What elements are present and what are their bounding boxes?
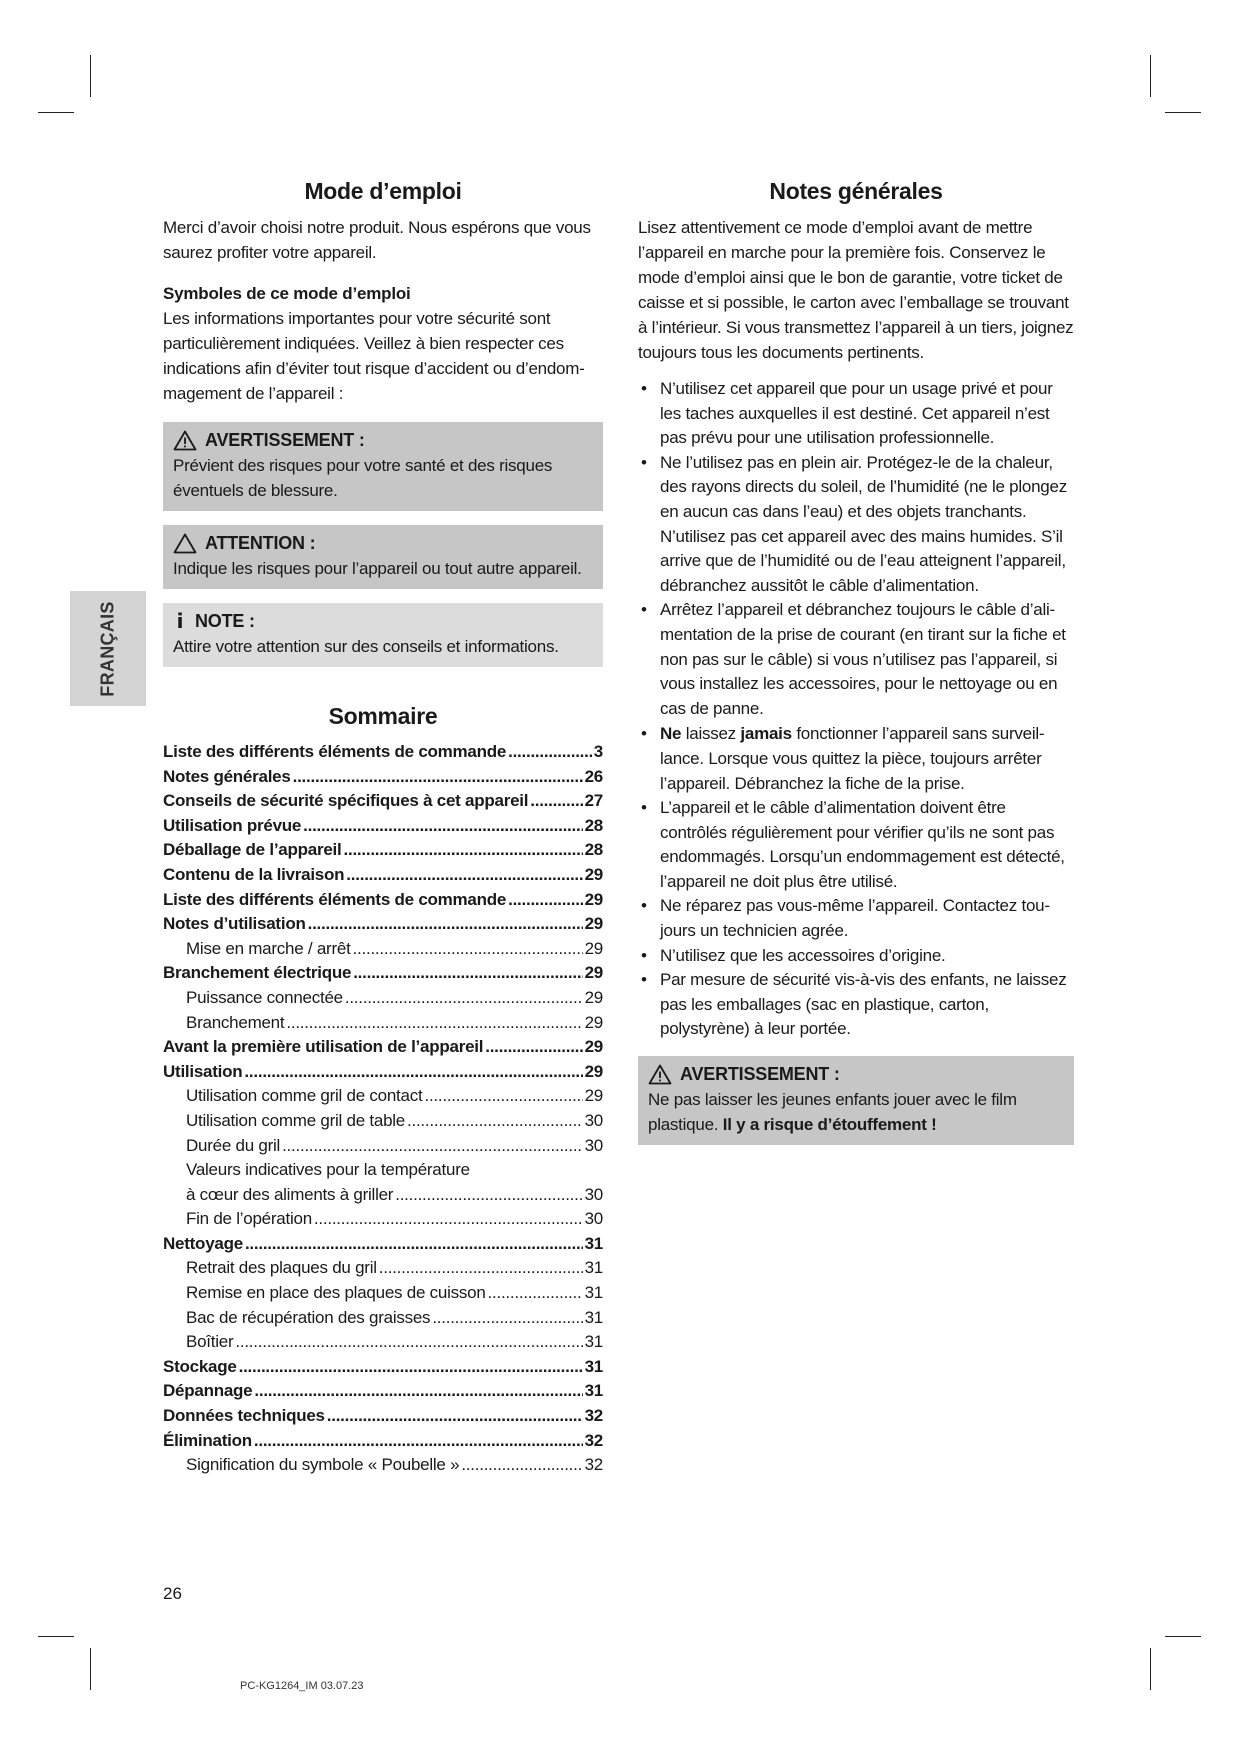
toc-leader-dots xyxy=(327,1404,583,1429)
toc-entry-page: 32 xyxy=(584,1455,603,1475)
toc-entry-label: Utilisation prévue xyxy=(163,815,302,835)
toc-entry xyxy=(163,814,603,839)
toc-entry xyxy=(163,888,603,913)
toc-entry xyxy=(163,740,603,765)
toc-leader-dots xyxy=(344,838,583,863)
toc-entry-label: Branchement xyxy=(186,1012,285,1032)
toc-entry-page: 31 xyxy=(584,1258,603,1278)
child-warning-box xyxy=(638,1056,1074,1145)
toc-entry xyxy=(163,912,603,937)
crop-mark xyxy=(38,112,74,113)
toc-entry-label: à cœur des aliments à griller xyxy=(186,1184,394,1204)
toc-entry-page: 29 xyxy=(584,864,603,884)
crop-mark xyxy=(1150,55,1151,97)
toc-entry-page: 29 xyxy=(584,914,603,934)
toc-entry xyxy=(163,1134,603,1159)
toc-entry-page: 31 xyxy=(584,1356,603,1376)
toc-entry-page: 31 xyxy=(584,1332,603,1352)
toc-entry-label: Retrait des plaques du gril xyxy=(186,1258,377,1278)
toc-entry-label: Remise en place des plaques de cuisson xyxy=(186,1283,486,1303)
toc-entry xyxy=(163,937,603,962)
child-warning-text xyxy=(648,1087,1064,1137)
toc-entry xyxy=(163,1330,603,1355)
toc-entry-label: Bac de récupération des graisses xyxy=(186,1307,431,1327)
warning-box xyxy=(163,422,603,511)
toc-leader-dots xyxy=(488,1281,583,1306)
list-item: • L’appareil et le câble d’alimentation doivent être contrôlés régulièrement pour vérifier qu’ils ne sont pas endommagés. Lorsqu’un endommagement est détecté, l’appareil ne doit plus être utilisé. xyxy=(638,796,1074,894)
toc-entry xyxy=(163,1404,603,1429)
table-of-contents xyxy=(163,740,603,1478)
language-tab xyxy=(70,591,146,706)
toc-entry-page: 31 xyxy=(584,1233,603,1253)
toc-title: Sommaire xyxy=(328,703,438,729)
list-item: • Par mesure de sécurité vis-à-vis des enfants, ne laissez pas les emballages (sac en plastique, carton, polystyrène) à leur portée. xyxy=(638,968,1074,1042)
toc-entry-label: Branchement électrique xyxy=(163,963,352,983)
general-intro: Lisez attentivement ce mode d’emploi avant de mettre l’appareil en marche pour la première fois. Conservez le mode d’emploi ainsi que le bon de garantie, votre ticket de caisse et si possible, le carton avec l’emballage se trouvant à l’intérieur. Si vous transmettez l’appareil à un tiers, joignez toujours tous les documents pertinents. xyxy=(638,218,1074,362)
toc-entry xyxy=(163,1183,603,1208)
toc-leader-dots xyxy=(293,765,583,790)
page-number: 26 xyxy=(163,1584,182,1603)
toc-entry xyxy=(163,1109,603,1134)
toc-entry-label: Données techniques xyxy=(163,1406,325,1426)
toc-entry-label: Utilisation xyxy=(163,1061,243,1081)
crop-mark xyxy=(1165,112,1201,113)
attention-icon xyxy=(173,533,197,554)
toc-leader-dots xyxy=(407,1109,583,1134)
toc-entry-label: Stockage xyxy=(163,1356,237,1376)
toc-entry-page: 3 xyxy=(593,742,603,761)
attention-title: ATTENTION : xyxy=(205,533,316,553)
toc-entry xyxy=(163,1158,603,1183)
toc-entry-label: Déballage de l’appareil xyxy=(163,840,342,860)
toc-entry xyxy=(163,1306,603,1331)
attention-box xyxy=(163,525,603,589)
toc-leader-dots xyxy=(353,961,582,986)
warning-icon xyxy=(173,430,197,451)
crop-mark xyxy=(90,1648,91,1690)
toc-entry xyxy=(163,986,603,1011)
toc-entry-page: 29 xyxy=(584,987,603,1007)
toc-entry-page: 32 xyxy=(584,1430,603,1450)
toc-entry-page: 30 xyxy=(584,1135,603,1155)
toc-entry-label: Boîtier xyxy=(186,1332,234,1352)
toc-leader-dots xyxy=(461,1453,582,1478)
toc-entry-page: 28 xyxy=(584,815,603,835)
toc-leader-dots xyxy=(395,1183,582,1208)
toc-entry xyxy=(163,1379,603,1404)
language-tab-label: FRANÇAIS xyxy=(97,600,118,697)
toc-leader-dots xyxy=(353,937,583,962)
toc-entry xyxy=(163,789,603,814)
toc-entry-label: Notes d’utilisation xyxy=(163,914,306,934)
toc-leader-dots xyxy=(508,888,582,913)
right-column xyxy=(638,178,1074,1145)
toc-entry-page: 32 xyxy=(584,1406,603,1426)
toc-entry xyxy=(163,765,603,790)
emphasis-jamais: jamais xyxy=(740,724,792,744)
toc-entry-page: 29 xyxy=(584,963,603,983)
child-warning-bold: Il y a risque d’étouffement ! xyxy=(722,1115,937,1135)
toc-entry-page: 29 xyxy=(584,889,603,909)
toc-entry-label: Élimination xyxy=(163,1430,252,1450)
footer-code: PC-KG1264_IM 03.07.23 xyxy=(240,1680,364,1692)
toc-entry-page: 28 xyxy=(584,840,603,860)
toc-entry-page: 30 xyxy=(584,1209,603,1229)
child-warning-plain: Ne pas laisser les jeunes enfants jouer avec le film plastique. xyxy=(648,1090,1017,1135)
toc-leader-dots xyxy=(254,1429,583,1454)
toc-entry-label: Utilisation comme gril de table xyxy=(186,1110,406,1130)
toc-entry-page: 29 xyxy=(584,1037,603,1057)
toc-entry xyxy=(163,961,603,986)
toc-entry-page: 29 xyxy=(584,1061,603,1081)
toc-entry-label: Signification du symbole « Poubelle » xyxy=(186,1455,460,1475)
list-item: • N’utilisez que les accessoires d’origine. xyxy=(638,944,1074,969)
crop-mark xyxy=(1150,1648,1151,1690)
toc-leader-dots xyxy=(303,814,582,839)
list-item-text: laissez xyxy=(681,724,741,744)
toc-leader-dots xyxy=(235,1330,582,1355)
list-item xyxy=(638,722,1074,796)
note-box xyxy=(163,603,603,667)
section-title: Notes générales xyxy=(769,178,943,204)
child-warning-title: AVERTISSEMENT : xyxy=(680,1064,840,1085)
intro-text: Merci d’avoir choisi notre produit. Nous espérons que vous saurez profiter votre appareil. xyxy=(163,218,591,262)
list-item-text: fonctionner l’appareil sans surveil-lance. Lorsque vous quittez la pièce, toujours arrêter l’appareil. Débranchez la fiche de la prise. xyxy=(660,724,1045,793)
symbols-text: Les informations importantes pour votre sécurité sont particulièrement indiquées. Veillez à bien respecter ces indications afin d’éviter tout risque d’accident ou d’endom-magement de l’appareil : xyxy=(163,309,585,403)
toc-leader-dots xyxy=(530,789,582,814)
toc-entry xyxy=(163,1256,603,1281)
safety-list xyxy=(638,377,1074,1042)
toc-entry-label: Nettoyage xyxy=(163,1233,243,1253)
toc-leader-dots xyxy=(244,1060,582,1085)
toc-entry-page: 31 xyxy=(584,1283,603,1303)
left-column xyxy=(163,178,603,1478)
toc-leader-dots xyxy=(485,1035,582,1060)
toc-leader-dots xyxy=(379,1256,583,1281)
emphasis-ne: Ne xyxy=(660,724,682,744)
toc-leader-dots xyxy=(432,1306,582,1331)
crop-mark xyxy=(1165,1636,1201,1637)
toc-entry xyxy=(163,1011,603,1036)
warning-text: Prévient des risques pour votre santé et des risques éventuels de blessure. xyxy=(173,456,553,500)
toc-entry xyxy=(163,1207,603,1232)
toc-leader-dots xyxy=(282,1134,583,1159)
toc-entry-label: Mise en marche / arrêt xyxy=(186,938,351,958)
toc-entry xyxy=(163,838,603,863)
note-title: NOTE : xyxy=(195,611,255,631)
page-title: Mode d’emploi xyxy=(304,178,462,204)
toc-entry-page: 31 xyxy=(584,1307,603,1327)
list-item: • Arrêtez l’appareil et débranchez toujours le câble d’ali-mentation de la prise de courant (en tirant sur la fiche et non pas sur le câble) si vous n’utilisez pas l’appareil, si vous installez les accessoires, pour le nettoyage ou en cas de panne. xyxy=(638,598,1074,721)
toc-leader-dots xyxy=(286,1011,582,1036)
toc-entry xyxy=(163,863,603,888)
toc-entry-page: 29 xyxy=(584,1086,603,1106)
toc-leader-dots xyxy=(346,863,582,888)
toc-entry-page: 26 xyxy=(584,766,603,786)
toc-entry-label: Liste des différents éléments de commande xyxy=(163,742,507,761)
toc-entry-label: Dépannage xyxy=(163,1381,253,1401)
toc-entry-page: 29 xyxy=(584,1012,603,1032)
toc-entry-label: Fin de l’opération xyxy=(186,1209,312,1229)
toc-entry-page: 27 xyxy=(584,791,603,811)
toc-entry xyxy=(163,1035,603,1060)
toc-entry xyxy=(163,1232,603,1257)
toc-leader-dots xyxy=(308,912,583,937)
toc-leader-dots xyxy=(424,1084,582,1109)
toc-entry xyxy=(163,1453,603,1478)
warning-icon xyxy=(648,1064,672,1085)
toc-entry-label: Puissance connectée xyxy=(186,987,343,1007)
toc-entry-label: Avant la première utilisation de l’appareil xyxy=(163,1037,484,1057)
toc-entry xyxy=(163,1084,603,1109)
warning-title: AVERTISSEMENT : xyxy=(205,430,365,450)
toc-leader-dots xyxy=(245,1232,583,1257)
toc-entry-label: Valeurs indicatives pour la température xyxy=(186,1160,470,1180)
toc-entry-page: 30 xyxy=(584,1110,603,1130)
crop-mark xyxy=(90,55,91,97)
toc-entry xyxy=(163,1429,603,1454)
toc-entry xyxy=(163,1355,603,1380)
toc-entry-label: Conseils de sécurité spécifiques à cet appareil xyxy=(163,791,529,811)
toc-entry-page: 31 xyxy=(584,1381,603,1401)
list-item: • Ne l’utilisez pas en plein air. Protégez-le de la chaleur, des rayons directs du soleil, de l’humidité (ne le plongez en aucun cas dans l’eau) et des objets tranchants. N’utilisez pas cet appareil avec des mains humides. S’il arrive que de l’humidité ou de l’eau atteignent l’appareil, débranchez aussitôt le câble d’alimentation. xyxy=(638,451,1074,599)
info-icon: i xyxy=(176,609,184,633)
toc-leader-dots xyxy=(508,740,592,765)
toc-leader-dots xyxy=(345,986,583,1011)
toc-entry-page: 30 xyxy=(584,1184,603,1204)
attention-text: Indique les risques pour l’appareil ou tout autre appareil. xyxy=(173,559,582,578)
symbols-heading: Symboles de ce mode d’emploi xyxy=(163,284,411,303)
toc-entry-label: Utilisation comme gril de contact xyxy=(186,1086,423,1106)
toc-entry-label: Notes générales xyxy=(163,766,291,786)
toc-entry xyxy=(163,1060,603,1085)
toc-entry xyxy=(163,1281,603,1306)
crop-mark xyxy=(38,1636,74,1637)
toc-entry-page: 29 xyxy=(584,938,603,958)
toc-leader-dots xyxy=(314,1207,583,1232)
note-text: Attire votre attention sur des conseils et informations. xyxy=(173,637,559,656)
toc-leader-dots xyxy=(254,1379,582,1404)
list-item: • Ne réparez pas vous-même l’appareil. Contactez tou-jours un technicien agrée. xyxy=(638,894,1074,943)
toc-entry-label: Liste des différents éléments de commande xyxy=(163,889,507,909)
list-item: • N’utilisez cet appareil que pour un usage privé et pour les taches auxquelles il est destiné. Cet appareil n’est pas prévu pour une utilisation professionnelle. xyxy=(638,377,1074,451)
toc-entry-label: Contenu de la livraison xyxy=(163,864,345,884)
toc-entry-label: Durée du gril xyxy=(186,1135,281,1155)
toc-leader-dots xyxy=(239,1355,583,1380)
